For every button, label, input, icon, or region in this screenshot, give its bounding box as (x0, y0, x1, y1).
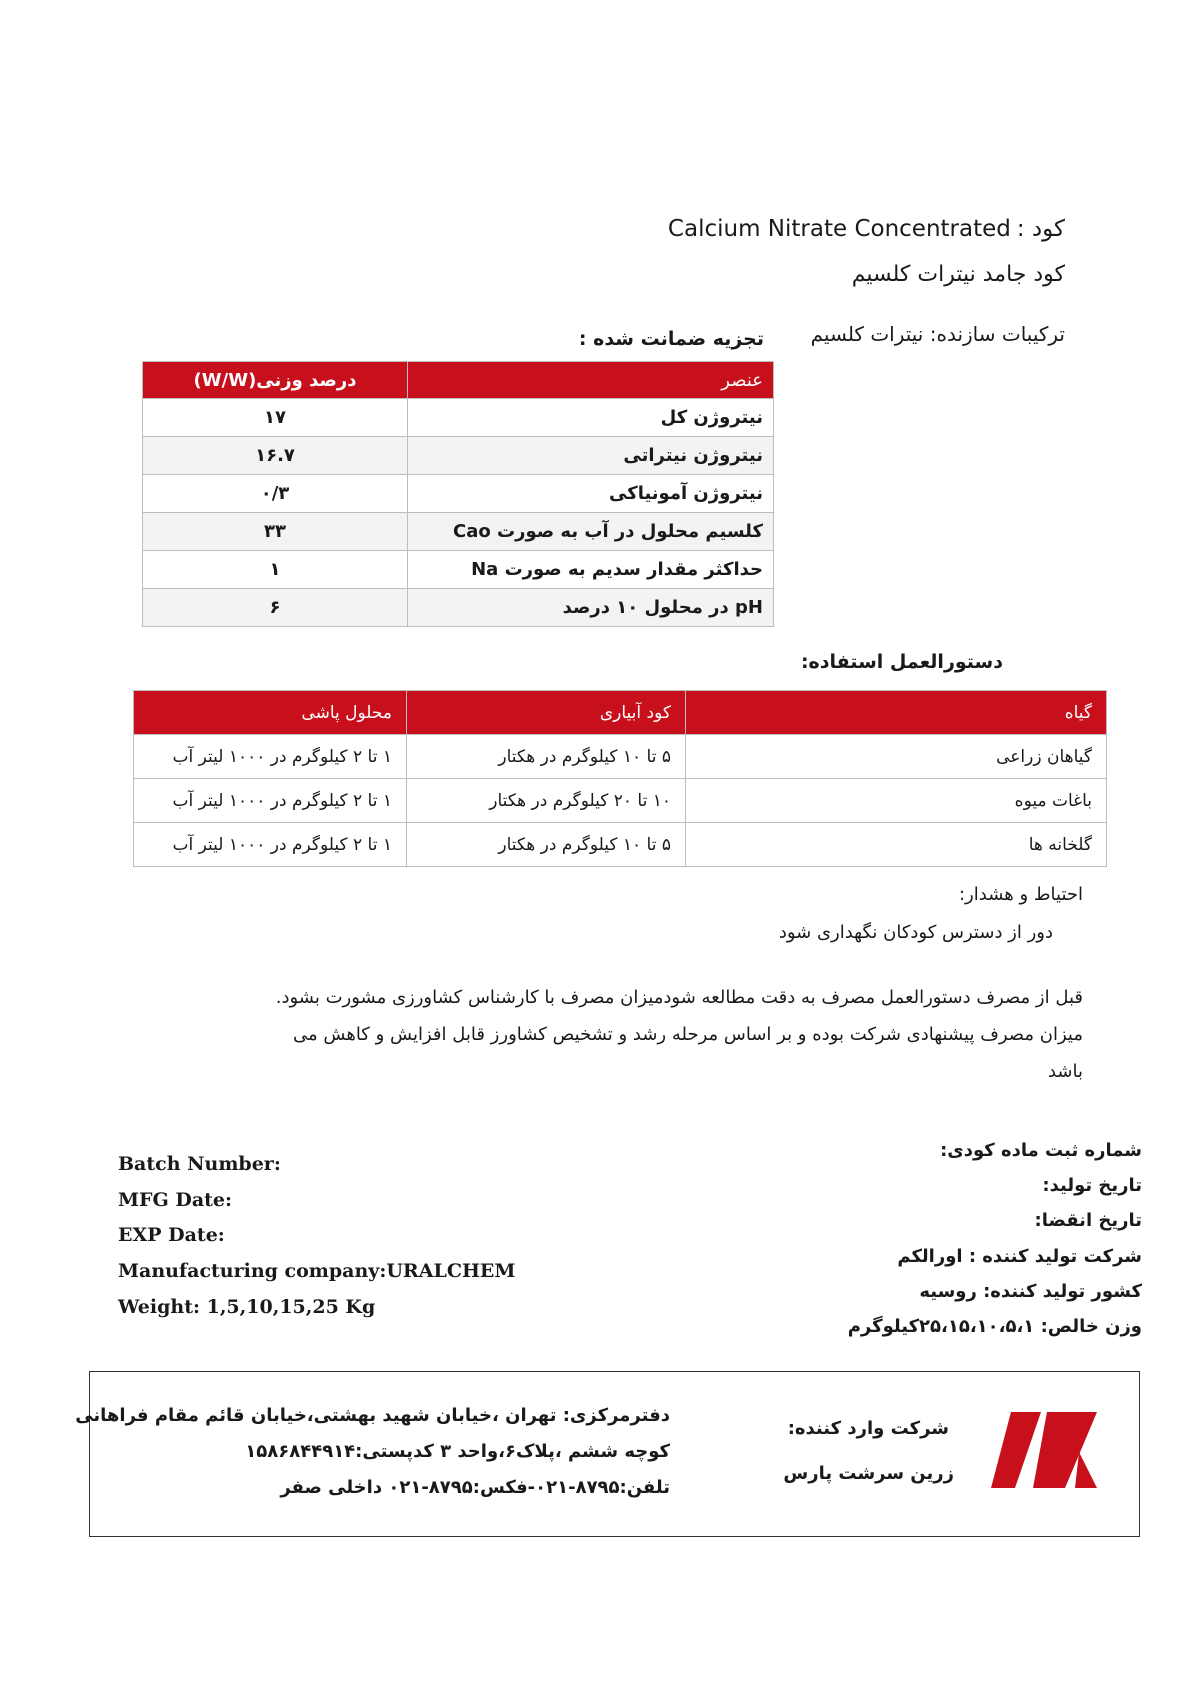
analysis-header-element: عنصر (408, 362, 774, 399)
dose-text-line-2: باشد (1047, 1061, 1083, 1082)
usage-foliar: ۱ تا ۲ کیلوگرم در ۱۰۰۰ لیتر آب (134, 735, 407, 779)
mfg-date-fa: تاریخ تولید: (1042, 1175, 1142, 1196)
address-line-1: دفترمرکزی: تهران ،خیابان شهید بهشتی،خیابان قائم مقام فراهانی (75, 1405, 670, 1426)
components-line: ترکیبات سازنده: نیترات کلسیم (810, 322, 1065, 346)
registration-number-fa: شماره ثبت ماده کودی: (940, 1140, 1142, 1161)
table-row (134, 735, 1107, 779)
analysis-value: ۱۷ (143, 399, 408, 437)
analysis-table (142, 361, 774, 627)
mfg-date-en: MFG Date: (118, 1189, 233, 1211)
table-row (134, 823, 1107, 867)
table-row (143, 475, 774, 513)
usage-header-fertigation: کود آبیاری (407, 691, 686, 735)
exp-date-en: EXP Date: (118, 1224, 225, 1246)
manufacturer-fa: شرکت تولید کننده : اورالکم (897, 1246, 1142, 1267)
dose-text-line-1: میزان مصرف پیشنهادی شرکت بوده و بر اساس مرحله رشد و تشخیص کشاورز قابل افزایش و کاهش می (293, 1024, 1083, 1045)
product-title (668, 216, 1065, 242)
usage-header-foliar: محلول پاشی (134, 691, 407, 735)
country-fa: کشور تولید کننده: روسیه (919, 1281, 1142, 1302)
usage-plant: باغات میوه (686, 779, 1107, 823)
analysis-value: ۶ (143, 589, 408, 627)
table-row (134, 779, 1107, 823)
analysis-title: تجزیه ضمانت شده : (578, 328, 764, 350)
analysis-value: ۱۶.۷ (143, 437, 408, 475)
exp-date-fa: تاریخ انقضا: (1034, 1210, 1142, 1231)
analysis-value: ۰/۳ (143, 475, 408, 513)
advice-text: قبل از مصرف دستورالعمل مصرف به دقت مطالعه شودمیزان مصرف با کارشناس کشاورزی مشورت بشود. (275, 987, 1083, 1008)
usage-fertigation: ۵ تا ۱۰ کیلوگرم در هکتار (407, 823, 686, 867)
table-row (143, 551, 774, 589)
caution-text: دور از دسترس کودکان نگهداری شود (778, 922, 1053, 943)
address-line-2: کوچه ششم ،پلاک۶،واحد ۳ کدپستی:۱۵۸۶۸۴۴۹۱۴ (245, 1441, 670, 1462)
analysis-header-row (143, 362, 774, 399)
usage-fertigation: ۵ تا ۱۰ کیلوگرم در هکتار (407, 735, 686, 779)
usage-fertigation: ۱۰ تا ۲۰ کیلوگرم در هکتار (407, 779, 686, 823)
usage-title: دستورالعمل استفاده: (800, 651, 1003, 673)
analysis-element: نیتروژن کل (408, 399, 774, 437)
usage-foliar: ۱ تا ۲ کیلوگرم در ۱۰۰۰ لیتر آب (134, 779, 407, 823)
importer-name: زرین سرشت پارس (783, 1463, 954, 1484)
importer-label: شرکت وارد کننده: (787, 1418, 949, 1439)
net-weight-fa: وزن خالص: ۲۵،۱۵،۱۰،۵،۱کیلوگرم (847, 1316, 1142, 1337)
usage-plant: گیاهان زراعی (686, 735, 1107, 779)
analysis-element: کلسیم محلول در آب به صورت Cao (408, 513, 774, 551)
phone-line: تلفن:۸۷۹۵-۰۲۱-فکس:۸۷۹۵-۰۲۱ داخلی صفر (280, 1477, 670, 1498)
analysis-element: حداکثر مقدار سدیم به صورت Na (408, 551, 774, 589)
usage-table (133, 690, 1107, 867)
usage-header-plant: گیاه (686, 691, 1107, 735)
usage-plant: گلخانه ها (686, 823, 1107, 867)
usage-foliar: ۱ تا ۲ کیلوگرم در ۱۰۰۰ لیتر آب (134, 823, 407, 867)
analysis-element: نیتروژن آمونیاکی (408, 475, 774, 513)
code-label: کود : (1016, 216, 1065, 242)
product-subtitle: کود جامد نیترات کلسیم (851, 262, 1065, 287)
product-name-en: Calcium Nitrate Concentrated (667, 216, 1011, 242)
analysis-header-value: درصد وزنی(W/W) (143, 362, 408, 399)
table-row (143, 513, 774, 551)
caution-title: احتیاط و هشدار: (958, 884, 1083, 905)
table-row (143, 589, 774, 627)
analysis-value: ۳۳ (143, 513, 408, 551)
usage-header-row (134, 691, 1107, 735)
table-row (143, 437, 774, 475)
weight-en: Weight: 1,5,10,15,25 Kg (118, 1296, 376, 1318)
table-row (143, 399, 774, 437)
analysis-value: ۱ (143, 551, 408, 589)
analysis-element: نیتروژن نیتراتی (408, 437, 774, 475)
batch-number-en: Batch Number: (118, 1153, 281, 1175)
analysis-element: pH در محلول ۱۰ درصد (408, 589, 774, 627)
company-logo (991, 1412, 1097, 1488)
manufacturer-en: Manufacturing company:URALCHEM (118, 1260, 516, 1282)
